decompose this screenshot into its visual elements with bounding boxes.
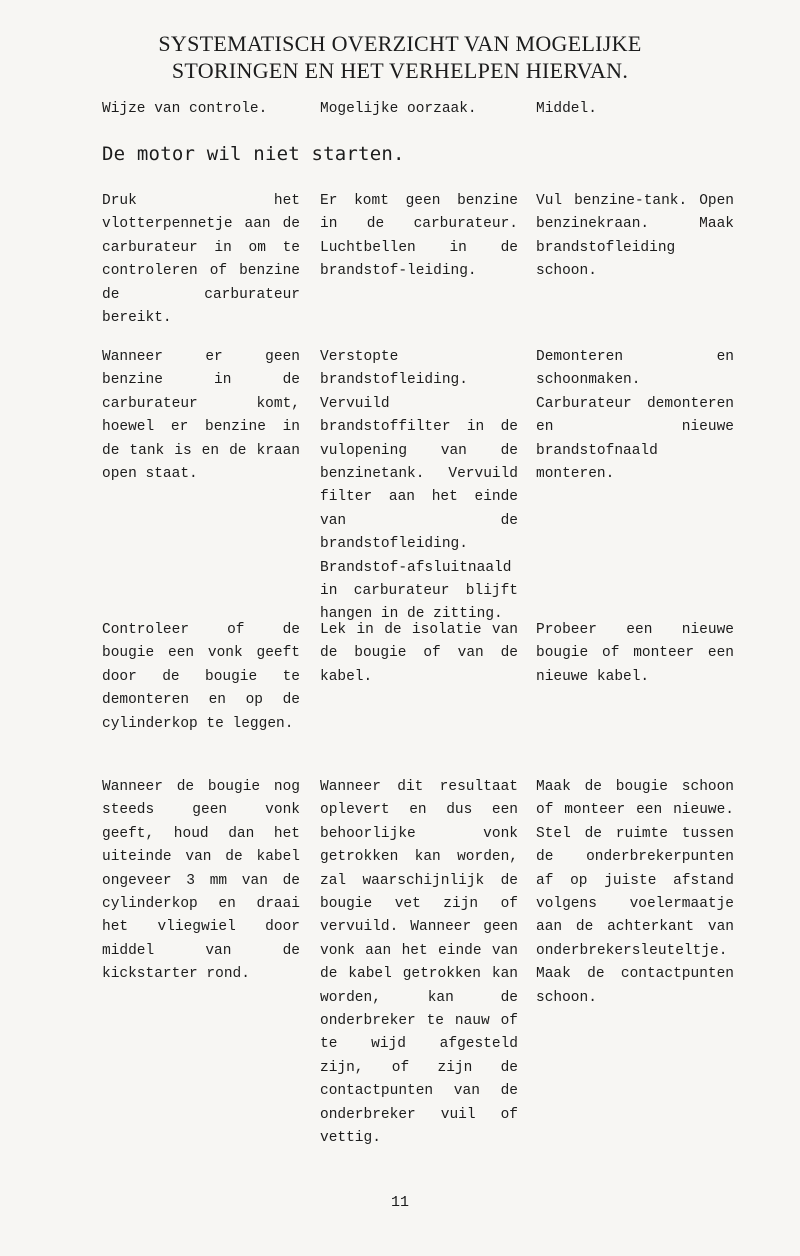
row-2-cause: Verstopte brandstofleiding. Vervuild brandstoffilter in de vulopening van de benzinetank. Vervuild filter aan het einde van de brandstofleiding. Brandstof-afsluitnaald in carburateur blijft hangen in de zitting. xyxy=(320,349,518,623)
row-3-cause: Lek in de isolatie van de bougie of van de kabel. xyxy=(320,622,518,685)
row-4-cause: Wanneer dit resultaat oplevert en dus een behoorlijke vonk getrokken kan worden, zal waarschijnlijk de bougie vet zijn of vervuild. Wanneer geen vonk aan het einde van de kabel getrokken kan worden, kan de onderbreker te nauw of te wijd afgesteld zijn, of zijn de contactpunten van de onderbreker vuil of vettig. xyxy=(320,779,518,1147)
row-1-control: Druk het vlotterpennetje aan de carburateur in om te controleren of benzine de carburateur bereikt. xyxy=(102,193,300,327)
row-2-remedy: Demonteren en schoonmaken. Carburateur demonteren en nieuwe brandstofnaald monteren. xyxy=(536,349,734,483)
row-2-control: Wanneer er geen benzine in de carburateur komt, hoewel er benzine in de tank is en de kraan open staat. xyxy=(102,349,300,483)
title-line-1: SYSTEMATISCH OVERZICHT VAN MOGELIJKE xyxy=(158,31,642,56)
title-line-2: STORINGEN EN HET VERHELPEN HIERVAN. xyxy=(171,58,629,83)
column-header-cause: Mogelijke oorzaak. xyxy=(320,101,477,117)
row-3-remedy: Probeer een nieuwe bougie of monteer een nieuwe kabel. xyxy=(536,622,734,685)
column-header-control: Wijze van controle. xyxy=(102,101,268,117)
page-title xyxy=(0,30,800,84)
row-4-control: Wanneer de bougie nog steeds geen vonk geeft, houd dan het uiteinde van de kabel ongeveer 3 mm van de cylinderkop en draai het vliegwiel door middel van de kickstarter rond. xyxy=(102,779,300,983)
section-heading: De motor wil niet starten. xyxy=(102,143,405,165)
row-1-remedy: Vul benzine-tank. Open benzinekraan. Maak brandstofleiding schoon. xyxy=(536,193,734,280)
row-4-remedy: Maak de bougie schoon of monteer een nieuwe. Stel de ruimte tussen de onderbrekerpunten af op juiste afstand volgens voelermaatje aan de achterkant van onderbrekersleuteltje. Maak de contactpunten schoon. xyxy=(536,779,734,1006)
row-3-control: Controleer of de bougie een vonk geeft door de bougie te demonteren en op de cylinderkop te leggen. xyxy=(102,622,300,732)
column-header-remedy: Middel. xyxy=(536,101,597,117)
row-1-cause: Er komt geen benzine in de carburateur. Luchtbellen in de brandstof-leiding. xyxy=(320,193,518,280)
page-number: 11 xyxy=(390,1194,409,1211)
